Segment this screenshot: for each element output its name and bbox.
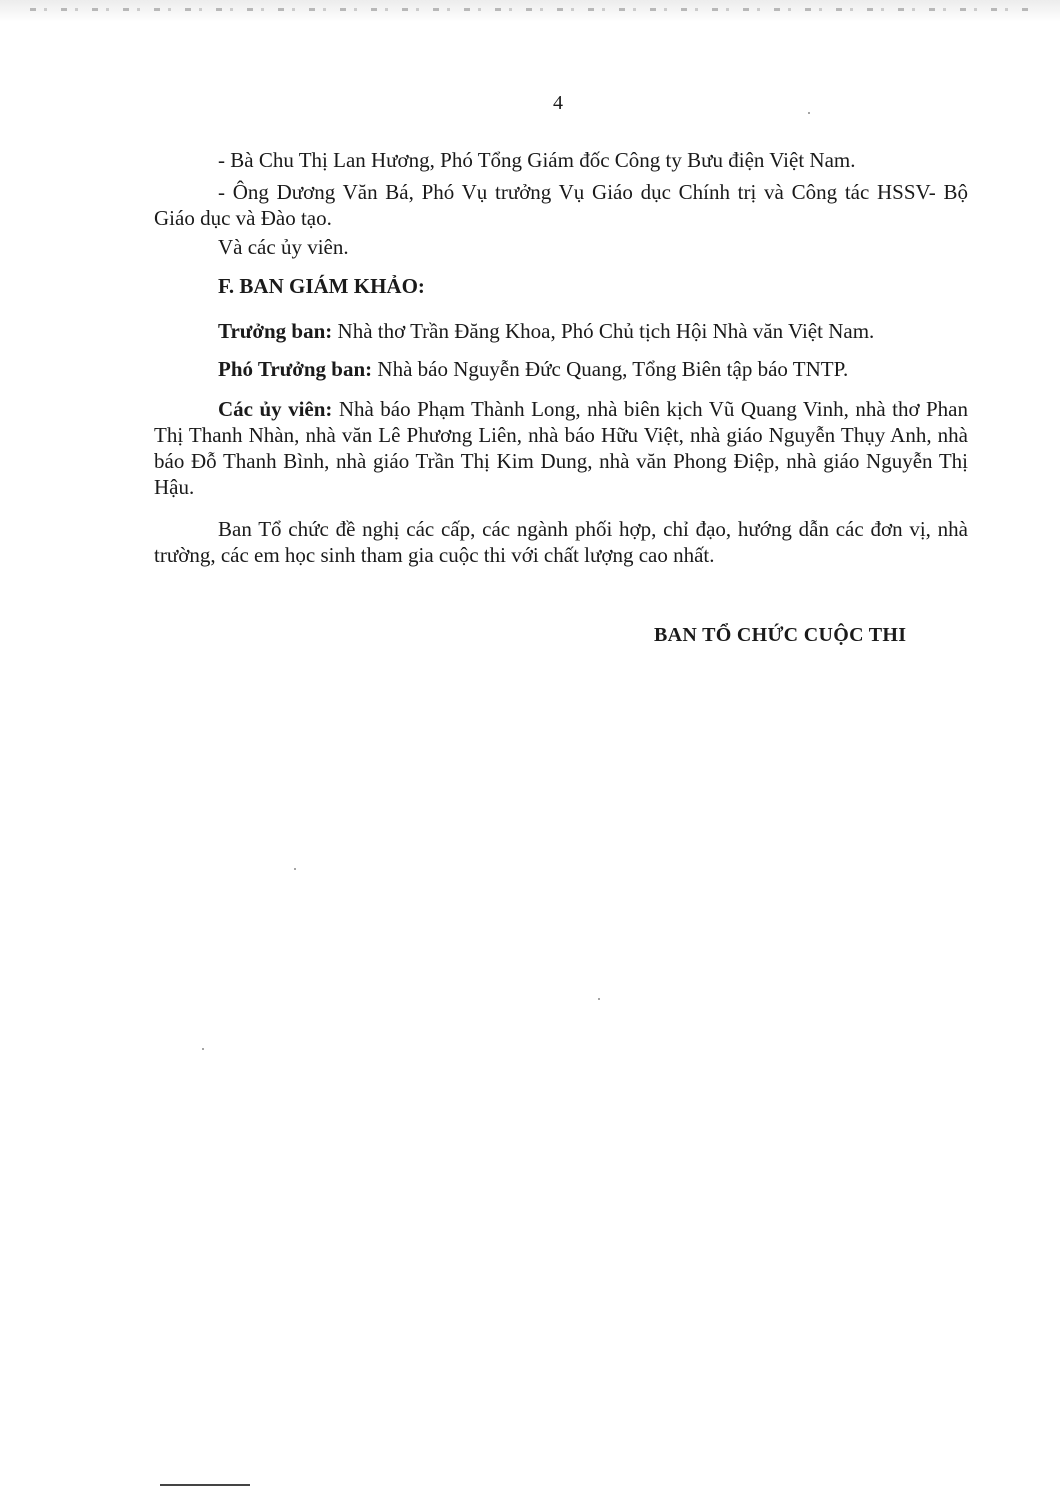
jury-members-label: Các ủy viên:	[218, 397, 333, 421]
jury-head-label: Trưởng ban:	[218, 319, 333, 343]
jury-members-text: Nhà báo Phạm Thành Long, nhà biên kịch Vũ Quang Vinh, nhà thơ Phan Thị Thanh Nhàn, nhà văn Lê Phương Liên, nhà báo Hữu Việt, nhà giáo Nguyễn Thụy Anh, nhà báo Đỗ Thanh Bình, nhà giáo Trần Thị Kim Dung, nhà văn Phong Điệp, nhà giáo Nguyễn Thị Hậu.	[154, 397, 968, 499]
member-line-3: Và các ủy viên.	[218, 235, 349, 259]
member-line-2: - Ông Dương Văn Bá, Phó Vụ trưởng Vụ Giáo dục Chính trị và Công tác HSSV- Bộ Giáo dục và Đào tạo.	[154, 180, 968, 230]
page-number: 4	[553, 92, 563, 114]
jury-deputy-paragraph	[154, 356, 968, 382]
scan-top-edge	[0, 0, 1060, 22]
jury-members-paragraph	[154, 396, 968, 500]
scan-speck	[598, 998, 600, 1000]
scan-bottom-mark	[160, 1484, 250, 1486]
scan-speck	[294, 868, 296, 870]
member-line-1: - Bà Chu Thị Lan Hương, Phó Tổng Giám đốc Công ty Bưu điện Việt Nam.	[218, 148, 856, 172]
scan-speck	[808, 112, 810, 114]
jury-head-text: Nhà thơ Trần Đăng Khoa, Phó Chủ tịch Hội Nhà văn Việt Nam.	[332, 319, 875, 343]
closing-paragraph: Ban Tổ chức đề nghị các cấp, các ngành phối hợp, chỉ đạo, hướng dẫn các đơn vị, nhà trường, các em học sinh tham gia cuộc thi với chất lượng cao nhất.	[154, 517, 968, 567]
scan-speck	[202, 1048, 204, 1050]
signature: BAN TỔ CHỨC CUỘC THI	[654, 624, 907, 646]
jury-deputy-text: Nhà báo Nguyễn Đức Quang, Tổng Biên tập báo TNTP.	[372, 357, 849, 381]
jury-deputy-label: Phó Trưởng ban:	[218, 357, 373, 381]
jury-head-paragraph	[154, 318, 968, 344]
section-f-heading: F. BAN GIÁM KHẢO:	[218, 274, 425, 298]
scan-top-noise	[30, 8, 1030, 11]
